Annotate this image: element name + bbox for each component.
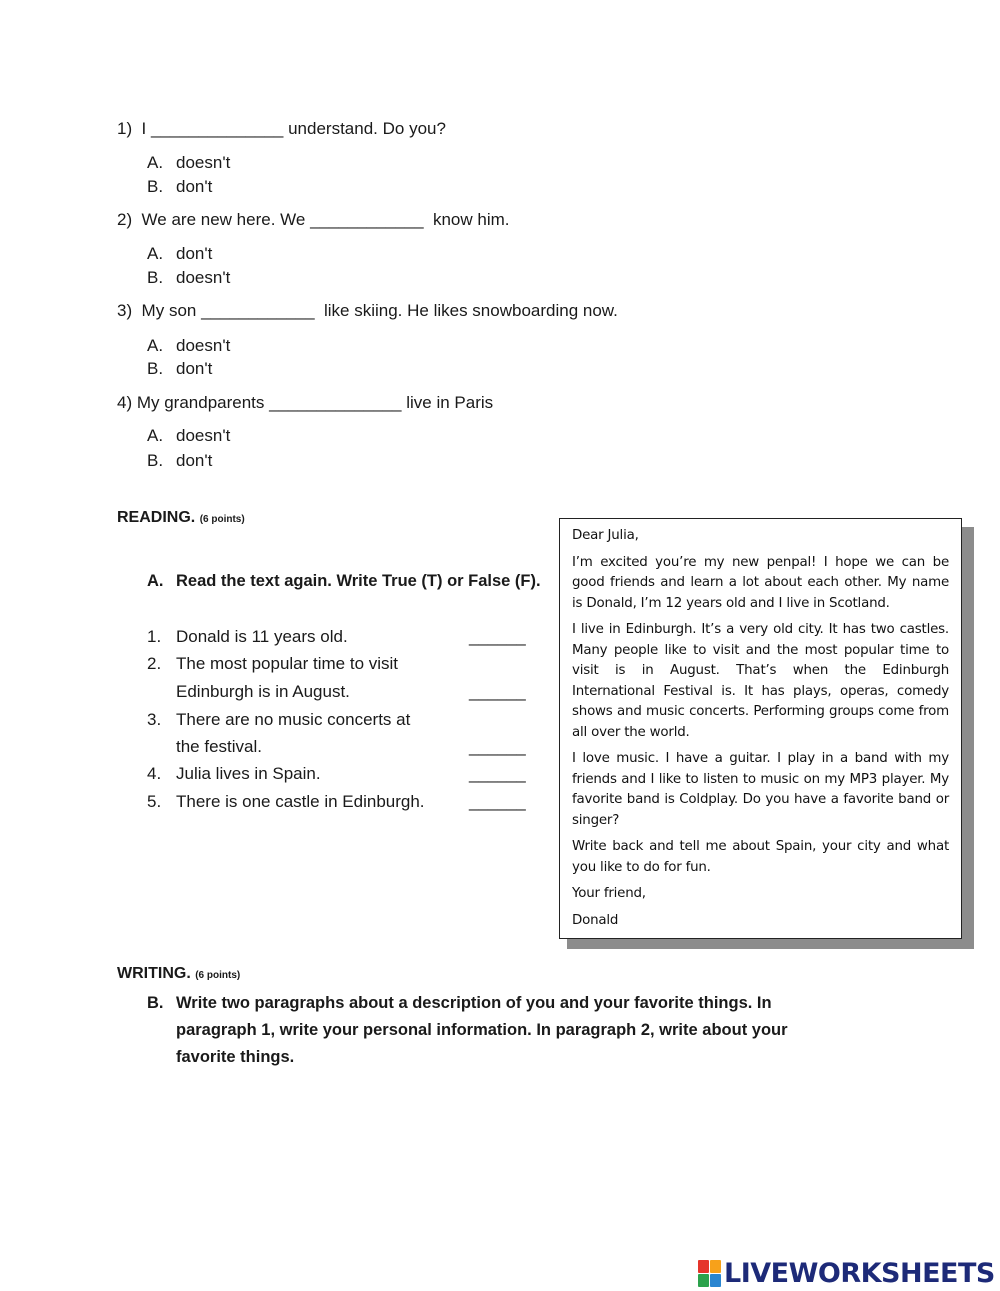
- letter-paragraph-4: Write back and tell me about Spain, your city and what you like to do for fun.: [572, 839, 949, 875]
- reading-instruction: A. Read the text again. Write True (T) or False (F).: [147, 572, 541, 590]
- letter-paragraph-2: I live in Edinburgh. It’s a very old city. It has two castles. Many people like to visit and the most popular time to visit is in August. That’s when the Edinburgh International Festival is. It has plays, operas, comedy shows and music concerts. Performing groups come from all over the world.: [572, 622, 949, 740]
- logo-blocks-icon: [698, 1260, 721, 1287]
- question-2-prompt: 2) We are new here. We ____________ know him.: [117, 210, 510, 229]
- logo-block-orange: [710, 1260, 721, 1273]
- question-4-option-b[interactable]: B. don't: [147, 451, 213, 470]
- question-1-prompt: 1) I ______________ understand. Do you?: [117, 119, 446, 138]
- tf-answer-blank-4[interactable]: ______: [469, 764, 526, 783]
- question-4-prompt: 4) My grandparents ______________ live in Paris: [117, 393, 494, 412]
- reading-points: (6 points): [199, 514, 245, 525]
- question-2-option-a[interactable]: A. don't: [147, 244, 213, 263]
- question-1-option-b[interactable]: B. don't: [147, 177, 213, 196]
- tf-answer-blank-2[interactable]: ______: [469, 682, 526, 701]
- tf-answer-blank-3[interactable]: ______: [469, 737, 526, 756]
- letter-signature: Donald: [572, 912, 619, 928]
- tf-statement-5: 5. There is one castle in Edinburgh.: [147, 792, 425, 811]
- question-1-option-a[interactable]: A. doesn't: [147, 153, 231, 172]
- writing-heading: WRITING. (6 points): [117, 965, 241, 982]
- question-2-option-b[interactable]: B. doesn't: [147, 268, 231, 287]
- letter-paragraph-3: I love music. I have a guitar. I play in a band with my friends and I like to listen to music on my MP3 player. My favorite band is Coldplay. Do you have a favorite band or singer?: [572, 751, 949, 828]
- writing-instruction-line-3: favorite things.: [176, 1048, 295, 1066]
- tf-statement-3-cont: the festival.: [176, 737, 262, 756]
- question-3-option-a[interactable]: A. doesn't: [147, 336, 231, 355]
- tf-statement-1: 1. Donald is 11 years old.: [147, 627, 348, 646]
- tf-statement-2-cont: Edinburgh is in August.: [176, 682, 350, 701]
- logo-block-red: [698, 1260, 709, 1273]
- penpal-letter: [559, 518, 962, 939]
- tf-statement-4: 4. Julia lives in Spain.: [147, 764, 321, 783]
- reading-heading: READING. (6 points): [117, 509, 245, 526]
- liveworksheets-logo: [698, 1258, 995, 1289]
- tf-answer-blank-1[interactable]: ______: [469, 627, 526, 646]
- letter-paragraph-1: I’m excited you’re my new penpal! I hope we can be good friends and learn a lot about each other. My name is Donald, I’m 12 years old and I live in Scotland.: [572, 554, 949, 611]
- question-3-prompt: 3) My son ____________ like skiing. He likes snowboarding now.: [117, 301, 618, 320]
- writing-points: (6 points): [195, 970, 241, 981]
- question-4-option-a[interactable]: A. doesn't: [147, 426, 231, 445]
- question-3-option-b[interactable]: B. don't: [147, 359, 213, 378]
- writing-instruction-line-1: B. Write two paragraphs about a description of you and your favorite things. In: [147, 994, 772, 1012]
- logo-text: LIVEWORKSHEETS: [724, 1258, 995, 1289]
- logo-block-blue: [710, 1274, 721, 1287]
- letter-greeting: Dear Julia,: [572, 528, 639, 543]
- tf-statement-3: 3. There are no music concerts at: [147, 710, 411, 729]
- letter-closing: Your friend,: [572, 886, 646, 901]
- tf-answer-blank-5[interactable]: ______: [469, 792, 526, 811]
- logo-block-green: [698, 1274, 709, 1287]
- writing-instruction-line-2: paragraph 1, write your personal information. In paragraph 2, write about your: [176, 1021, 788, 1039]
- tf-statement-2: 2. The most popular time to visit: [147, 654, 399, 673]
